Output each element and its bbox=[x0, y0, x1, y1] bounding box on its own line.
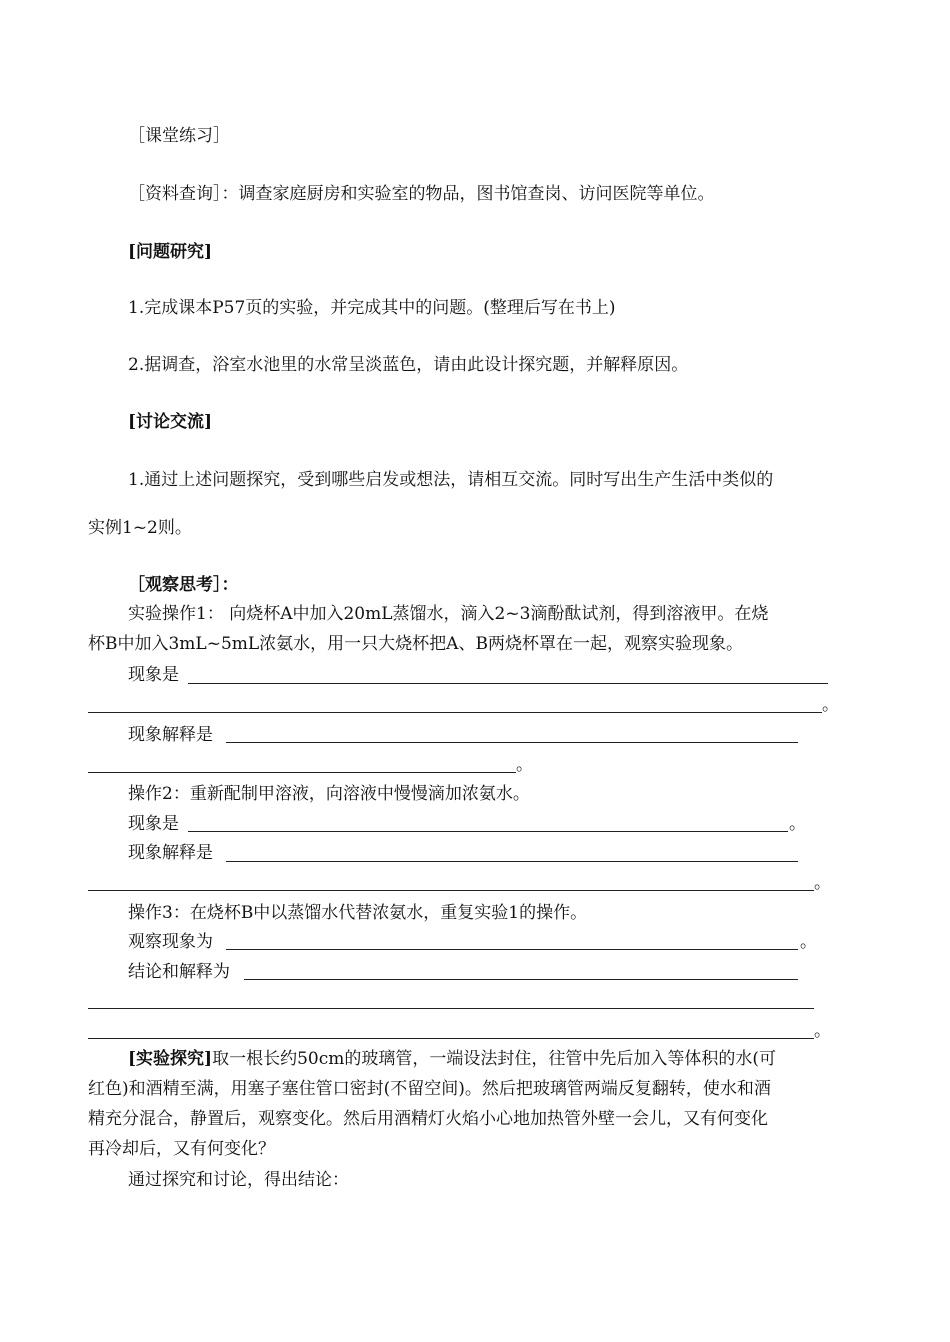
discussion-heading: [讨论交流] bbox=[128, 412, 213, 432]
period-mark: 。 bbox=[800, 932, 817, 952]
answer-line[interactable] bbox=[88, 890, 814, 891]
answer-line[interactable] bbox=[226, 742, 798, 743]
resource-query-line: ［资料查询］：调查家庭厨房和实验室的物品，图书馆查岗、访问医院等单位。 bbox=[128, 184, 715, 204]
period-mark: 。 bbox=[516, 755, 533, 775]
problem-research-heading: [问题研究] bbox=[128, 242, 213, 262]
answer-line[interactable] bbox=[226, 949, 798, 950]
problem-research-item-2: 2.据调查，浴室水池里的水常呈淡蓝色，请由此设计探究题，并解释原因。 bbox=[128, 355, 689, 375]
inquiry-line-2: 红色)和酒精至满，用塞子塞住管口密封(不留空间)。然后把玻璃管两端反复翻转，使水和酒 bbox=[88, 1079, 771, 1099]
answer-line[interactable] bbox=[188, 831, 788, 832]
period-mark: 。 bbox=[814, 1021, 831, 1041]
explain-label-1: 现象解释是 bbox=[128, 725, 213, 745]
operation-1-line-1: 实验操作1： 向烧杯A中加入20mL蒸馏水，滴入2~3滴酚酞试剂，得到溶液甲。在烧 bbox=[128, 604, 769, 624]
problem-research-item-1: 1.完成课本P57页的实验，并完成其中的问题。(整理后写在书上) bbox=[128, 298, 616, 318]
period-mark: 。 bbox=[789, 814, 806, 834]
answer-line[interactable] bbox=[226, 861, 798, 862]
phenomenon-label-1: 现象是 bbox=[128, 665, 179, 685]
answer-line[interactable] bbox=[244, 979, 798, 980]
inquiry-heading: [实验探究] bbox=[128, 1049, 213, 1069]
answer-line[interactable] bbox=[88, 1038, 814, 1039]
answer-line[interactable] bbox=[88, 712, 822, 713]
answer-line[interactable] bbox=[188, 683, 828, 684]
operation-3: 操作3：在烧杯B中以蒸馏水代替浓氨水，重复实验1的操作。 bbox=[128, 903, 588, 923]
period-mark: 。 bbox=[814, 873, 831, 893]
discussion-item-1-line-1: 1.通过上述问题探究，受到哪些启发或想法，请相互交流。同时写出生产生活中类似的 bbox=[128, 470, 774, 490]
inquiry-line-4: 再冷却后，又有何变化？ bbox=[88, 1139, 275, 1159]
inquiry-conclusion-prompt: 通过探究和讨论，得出结论： bbox=[128, 1170, 349, 1190]
period-mark: 。 bbox=[822, 695, 839, 715]
conclusion-label: 结论和解释为 bbox=[128, 962, 230, 982]
classroom-practice-heading: ［课堂练习］ bbox=[128, 126, 230, 146]
phenomenon-label-2: 现象是 bbox=[128, 814, 179, 834]
explain-label-2: 现象解释是 bbox=[128, 843, 213, 863]
inquiry-text-1: 取一根长约50cm的玻璃管，一端设法封住，往管中先后加入等体积的水(可 bbox=[212, 1049, 776, 1069]
answer-line[interactable] bbox=[88, 1008, 814, 1009]
observe-label: 观察现象为 bbox=[128, 932, 213, 952]
inquiry-line-1 bbox=[128, 1047, 776, 1071]
operation-1-line-2: 杯B中加入3mL~5mL浓氨水，用一只大烧杯把A、B两烧杯罩在一起，观察实验现象。 bbox=[88, 634, 743, 654]
operation-2: 操作2：重新配制甲溶液，向溶液中慢慢滴加浓氨水。 bbox=[128, 784, 530, 804]
observation-heading: ［观察思考］： bbox=[128, 575, 239, 595]
discussion-item-1-line-2: 实例1~2则。 bbox=[88, 518, 192, 538]
inquiry-line-3: 精充分混合，静置后，观察变化。然后用酒精灯火焰小心地加热管外壁一会儿，又有何变化 bbox=[88, 1109, 768, 1129]
answer-line[interactable] bbox=[88, 772, 516, 773]
